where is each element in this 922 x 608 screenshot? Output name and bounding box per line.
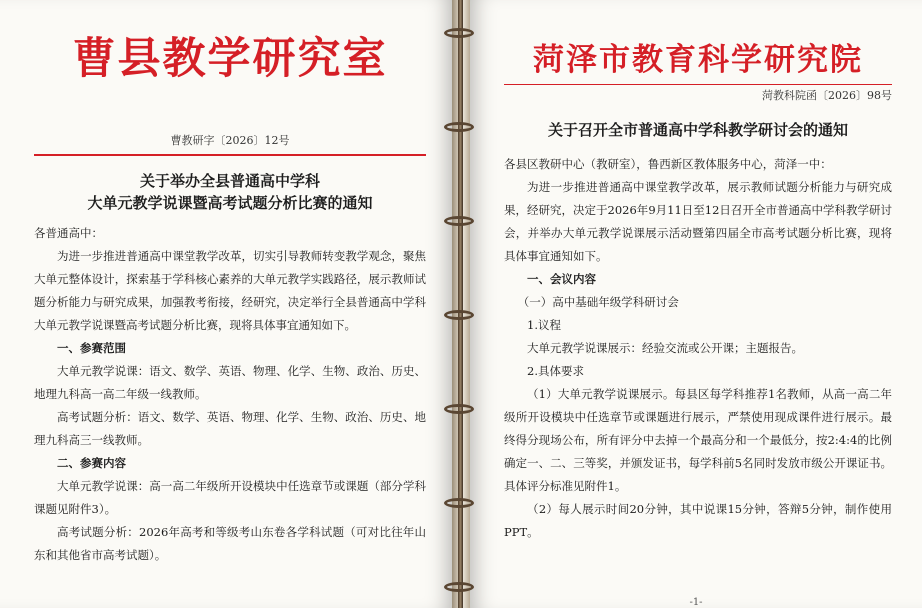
binder-ring [444, 122, 474, 132]
right-item-2: 2.具体要求 [527, 364, 584, 378]
left-title-line-2: 大单元教学说课暨高考试题分析比赛的通知 [87, 194, 373, 212]
left-document-number: 曹教研字〔2026〕12号 [170, 134, 290, 147]
left-intro-paragraph: 为进一步推进普通高中课堂教学改革，切实引导教师转变教学观念，聚焦大单元整体设计，探索基于学科核心素养的大单元教学实践路径，展示教师试题分析能力与研究成果，加强教考衔接，经研究，决定举行全县普通高中学科大单元教学说课暨高考试题分析比赛，现将具体事宜通知如下。 [34, 249, 426, 332]
left-section-1-para-2: 高考试题分析：语文、数学、英语、物理、化学、生物、政治、历史、地理九科高三一线教师。 [34, 410, 426, 447]
binder-ring [444, 404, 474, 414]
binder-rod [458, 0, 463, 608]
left-issuer-header: 曹县教学研究室 [72, 34, 388, 84]
right-document-number: 菏教科院函〔2026〕98号 [762, 89, 892, 102]
binder-ring [444, 28, 474, 38]
right-requirement-2: （2）每人展示时间20分钟，其中说课15分钟，答辩5分钟，制作使用PPT。 [504, 502, 892, 539]
right-item-1: 1.议程 [527, 318, 561, 332]
left-section-2-para-1: 大单元教学说课：高一高二年级所开设模块中任选章节或课题（部分学科课题见附件3）。 [34, 479, 426, 516]
left-section-2-para-2: 高考试题分析：2026年高考和等级考山东卷各学科试题（可对比往年山东和其他省市高考试题）。 [34, 525, 426, 562]
right-red-divider [504, 84, 892, 85]
binder-ring [444, 498, 474, 508]
left-section-1-para-1: 大单元教学说课：语文、数学、英语、物理、化学、生物、政治、历史、地理九科高一高二年级一线教师。 [34, 364, 426, 401]
right-document-page [470, 0, 922, 608]
left-document-page [0, 0, 452, 608]
right-salutation: 各县区教研中心（教研室），鲁西新区教体服务中心，菏泽一中： [504, 157, 832, 171]
right-intro-paragraph: 为进一步推进普通高中课堂教学改革，展示教师试题分析能力与研究成果，经研究，决定于2026年9月11日至12日召开全市普通高中学科教学研讨会，并举办大单元教学说课展示活动暨第四届全市高考试题分析比赛，现将具体事宜通知如下。 [504, 180, 892, 263]
left-section-2-heading: 二、参赛内容 [57, 456, 126, 470]
left-title-line-1: 关于举办全县普通高中学科 [139, 172, 320, 190]
right-item-1-text: 大单元教学说课展示：经验交流或公开课；主题报告。 [527, 341, 803, 355]
left-salutation: 各普通高中： [34, 226, 103, 240]
right-requirement-1: （1）大单元教学说课展示。每县区每学科推荐1名教师，从高一高二年级所开设模块中任选章节或课题进行展示，严禁使用现成课件进行展示。最终得分现场公布，所有评分中去掉一个最高分和一个最低分，按2:4:4的比例确定一、二、三等奖，并颁发证书，每学科前5名同时发放市级公开课证书。具体评分标准见附件1。 [504, 387, 892, 493]
page-number: -1- [689, 597, 703, 608]
right-notice-title: 关于召开全市普通高中学科教学研讨会的通知 [547, 121, 848, 139]
right-section-1-heading: 一、会议内容 [527, 272, 596, 286]
left-section-1-heading: 一、参赛范围 [57, 341, 126, 355]
binder-ring [444, 310, 474, 320]
binder-ring [444, 582, 474, 592]
left-notice-title [34, 170, 426, 214]
left-red-divider [34, 154, 426, 156]
right-subsection-1: （一）高中基础年级学科研讨会 [517, 295, 679, 309]
right-issuer-header: 菏泽市教育科学研究院 [533, 42, 863, 78]
binder-ring [444, 216, 474, 226]
